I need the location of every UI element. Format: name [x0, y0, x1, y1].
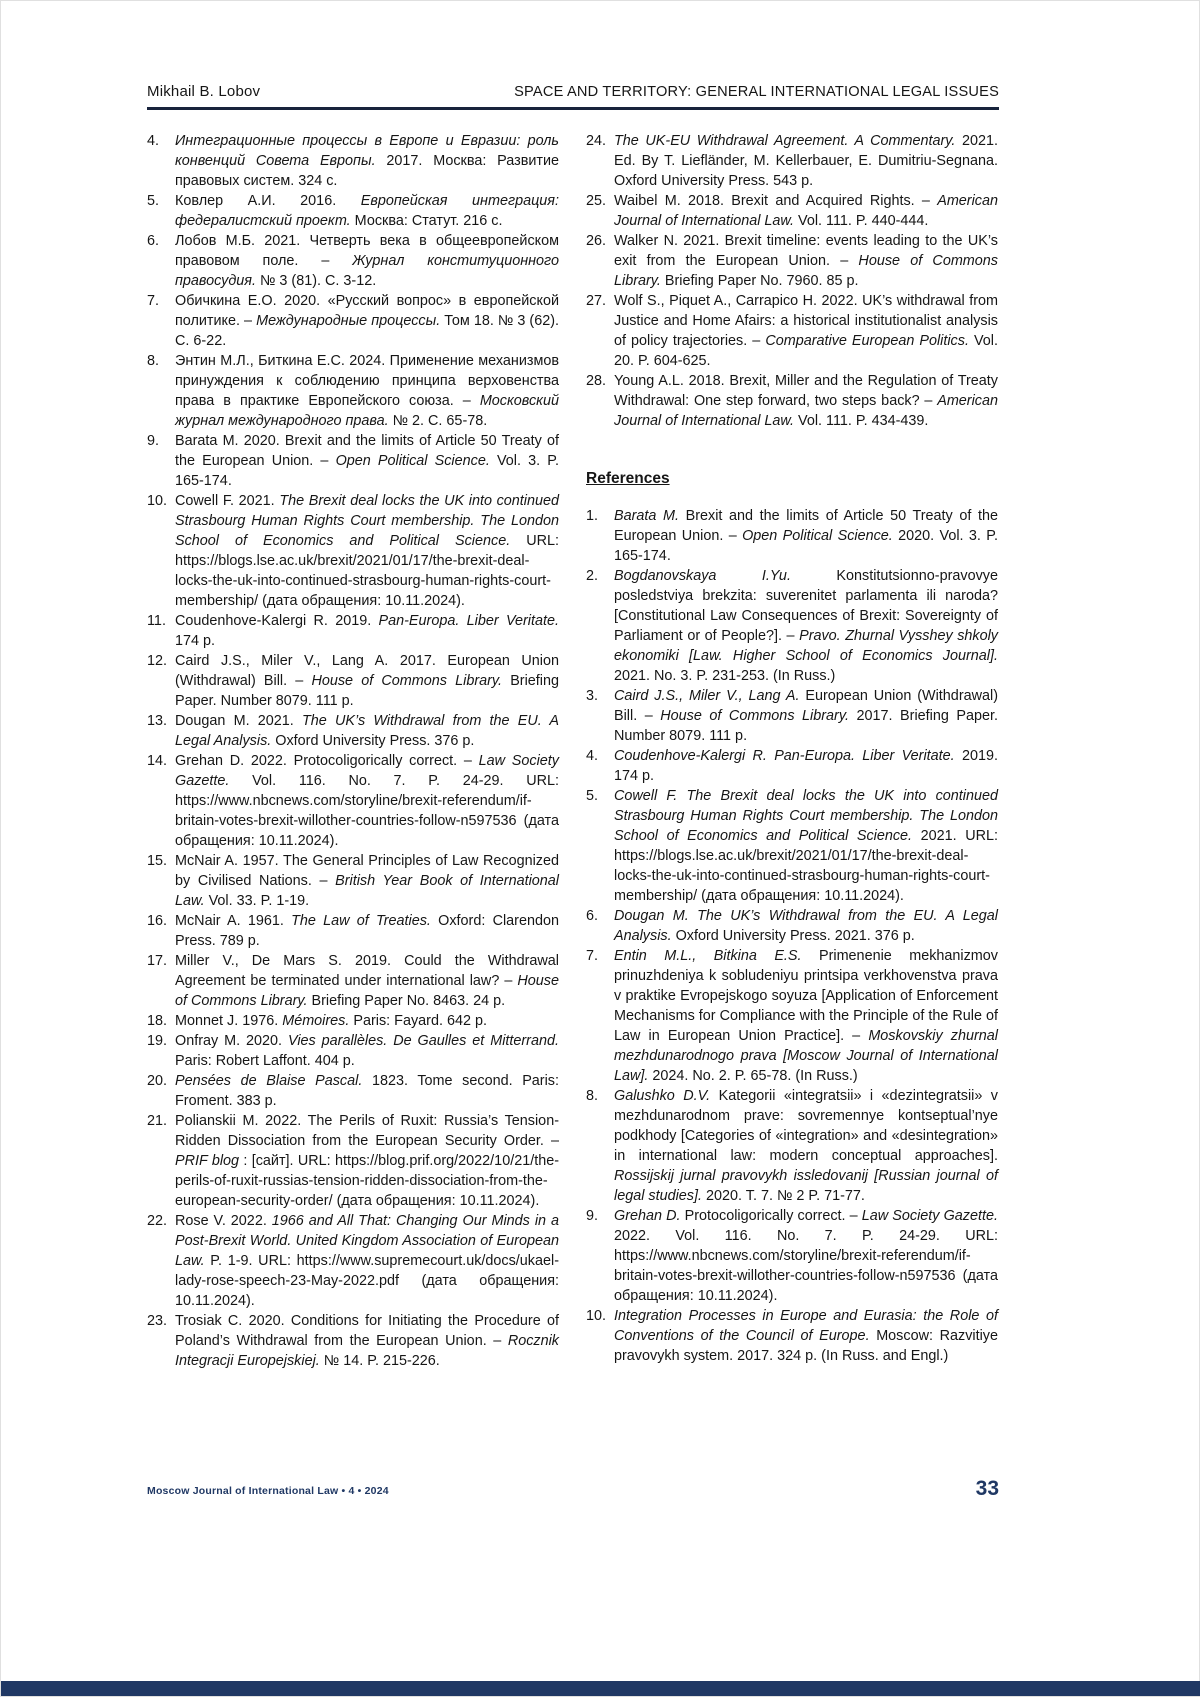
- reference-number: 14.: [147, 753, 168, 769]
- article-page: [147, 1, 999, 1500]
- reference-number: 4.: [147, 133, 160, 149]
- reference-entry: [586, 1306, 998, 1366]
- reference-entry: [147, 1111, 559, 1211]
- page-header: [147, 1, 999, 100]
- reference-text: Integration Processes in Europe and Eurasia: the Role of Conventions of the Council of Europe. Moscow: Razvitiye pravovykh system. 2017. 324 p. (In Russ. and Engl.): [614, 1308, 998, 1364]
- reference-entry: [586, 506, 998, 566]
- reference-text: Coudenhove-Kalergi R. 2019. Pan-Europa. Liber Veritate. 174 p.: [175, 613, 559, 649]
- reference-entry: [147, 291, 559, 351]
- reference-number: 17.: [147, 953, 168, 969]
- reference-number: 5.: [586, 788, 599, 804]
- reference-text: Dougan M. 2021. The UK’s Withdrawal from the EU. A Legal Analysis. Oxford University Press. 376 p.: [175, 713, 560, 749]
- reference-entry: [147, 351, 559, 431]
- reference-text: Grehan D. Protocoligorically correct. – Law Society Gazette. 2022. Vol. 116. No. 7. P. 24-29. URL: https://www.nbcnews.com/storyline/brexit-referendum/if-britain-votes-brexit-willother-countries-follow-n597536 (дата обращения: 10.11.2024).: [614, 1208, 998, 1304]
- reference-entry: [147, 951, 559, 1011]
- bibliography-columns: [147, 131, 999, 1371]
- reference-number: 24.: [586, 133, 607, 149]
- reference-text: Miller V., De Mars S. 2019. Could the Withdrawal Agreement be terminated under international law? – House of Commons Library. Briefing Paper No. 8463. 24 p.: [175, 953, 559, 1009]
- reference-entry: [586, 686, 998, 746]
- reference-entry: [586, 231, 998, 291]
- reference-text: McNair A. 1961. The Law of Treaties. Oxford: Clarendon Press. 789 p.: [175, 913, 559, 949]
- reference-entry: [586, 371, 998, 431]
- reference-number: 13.: [147, 713, 168, 729]
- reference-number: 12.: [147, 653, 168, 669]
- reference-text: Onfray M. 2020. Vies parallèles. De Gaulles et Mitterrand. Paris: Robert Laffont. 404 p.: [175, 1033, 559, 1069]
- reference-text: Интеграционные процессы в Европе и Евразии: роль конвенций Совета Европы. 2017. Москва: Развитие правовых систем. 324 с.: [175, 133, 560, 189]
- reference-text: Grehan D. 2022. Protocoligorically correct. – Law Society Gazette. Vol. 116. No. 7. P. 24-29. URL: https://www.nbcnews.com/storyline/brexit-referendum/if-britain-votes-brexit-willother-countries-follow-n597536 (дата обращения: 10.11.2024).: [175, 753, 559, 849]
- reference-entry: [147, 651, 559, 711]
- reference-number: 7.: [147, 293, 160, 309]
- reference-entry: [586, 906, 998, 946]
- references-heading: References: [586, 470, 670, 487]
- page-number: 33: [975, 1477, 999, 1500]
- reference-number: 2.: [586, 568, 599, 584]
- reference-number: 18.: [147, 1013, 168, 1029]
- reference-number: 26.: [586, 233, 607, 249]
- reference-text: The UK-EU Withdrawal Agreement. A Commentary. 2021. Ed. By T. Liefländer, M. Kellerbauer, E. Dumitriu-Segnana. Oxford University Press. 543 p.: [614, 133, 998, 189]
- reference-entry: [147, 1211, 559, 1311]
- reference-entry: [147, 191, 559, 231]
- reference-entry: [147, 711, 559, 751]
- reference-entry: [586, 566, 998, 686]
- reference-entry: [147, 1031, 559, 1071]
- reference-text: Лобов М.Б. 2021. Четверть века в общеевропейском правовом поле. – Журнал конституционного правосудия. № 3 (81). С. 3-12.: [175, 233, 559, 289]
- reference-entry: [586, 746, 998, 786]
- reference-text: Энтин М.Л., Биткина Е.С. 2024. Применение механизмов принуждения к соблюдению принципа верховенства права в практике Европейского союза. – Московский журнал международного права. № 2. С. 65-78.: [175, 353, 559, 429]
- reference-entry: [586, 1206, 998, 1306]
- reference-text: Caird J.S., Miler V., Lang A. European Union (Withdrawal) Bill. – House of Commons Library. 2017. Briefing Paper. Number 8079. 111 p.: [614, 688, 998, 744]
- reference-text: Wolf S., Piquet A., Carrapico H. 2022. UK’s withdrawal from Justice and Home Afairs: a historical institutionalist analysis of policy trajectories. – Comparative European Politics. Vol. 20. P. 604-625.: [614, 293, 998, 369]
- reference-number: 10.: [586, 1308, 607, 1324]
- reference-entry: [586, 1086, 998, 1206]
- header-rule: [147, 107, 999, 110]
- reference-entry: [147, 851, 559, 911]
- journal-footer-line: Moscow Journal of International Law • 4 • 2024: [147, 1485, 389, 1497]
- reference-number: 15.: [147, 853, 168, 869]
- reference-entry: [586, 291, 998, 371]
- reference-number: 8.: [147, 353, 160, 369]
- reference-number: 6.: [147, 233, 160, 249]
- reference-entry: [147, 431, 559, 491]
- reference-text: Young A.L. 2018. Brexit, Miller and the Regulation of Treaty Withdrawal: One step forward, two steps back? – American Journal of International Law. Vol. 111. P. 434-439.: [614, 373, 998, 429]
- reference-number: 19.: [147, 1033, 168, 1049]
- reference-text: Barata M. Brexit and the limits of Article 50 Treaty of the European Union. – Open Political Science. 2020. Vol. 3. P. 165-174.: [614, 508, 999, 564]
- reference-entry: [586, 946, 998, 1086]
- reference-text: Trosiak C. 2020. Conditions for Initiating the Procedure of Poland’s Withdrawal from the European Union. – Rocznik Integracji Europejskiej. № 14. P. 215-226.: [175, 1313, 559, 1369]
- reference-number: 16.: [147, 913, 168, 929]
- reference-text: Entin M.L., Bitkina E.S. Primenenie mekhanizmov prinuzhdeniya k sobludeniyu printsipa verkhovenstva prava v praktike Evropejskogo soyuza [Application of Enforcement Mechanisms for Compliance with the Principle of the Rule of Law in European Union Practice]. – Moskovskiy zhurnal mezhdunarodnogo prava [Moscow Journal of International Law]. 2024. No. 2. P. 65-78. (In Russ.): [614, 948, 998, 1084]
- reference-number: 25.: [586, 193, 607, 209]
- reference-entry: [147, 611, 559, 651]
- reference-number: 7.: [586, 948, 599, 964]
- reference-text: Cowell F. The Brexit deal locks the UK into continued Strasbourg Human Rights Court membership. The London School of Economics and Political Science. 2021. URL: https://blogs.lse.ac.uk/brexit/2021/01/17/the-brexit-deal-locks-the-uk-into-continued-strasbourg-human-rights-court-membership/ (дата обращения: 10.11.2024).: [614, 788, 998, 904]
- reference-text: Bogdanovskaya I.Yu. Konstitutsionno-pravovye posledstviya brekzita: suverenitet parlamenta ili naroda? [Constitutional Law Consequences of Brexit: Sovereignty of Parliament or of People?]. – Pravo. Zhurnal Vysshey shkoly ekonomiki [Law. Higher School of Economics Journal]. 2021. No. 3. P. 231-253. (In Russ.): [614, 568, 999, 684]
- reference-number: 28.: [586, 373, 607, 389]
- reference-number: 10.: [147, 493, 168, 509]
- reference-number: 22.: [147, 1213, 168, 1229]
- bibliography-left-column: [147, 131, 559, 1371]
- reference-text: Rose V. 2022. 1966 and All That: Changing Our Minds in a Post-Brexit World. United Kingdom Association of European Law. P. 1-9. URL: https://www.supremecourt.uk/docs/ukael-lady-rose-speech-23-May-2022.pdf (дата обращения: 10.11.2024).: [175, 1213, 559, 1309]
- reference-entry: [147, 1311, 559, 1371]
- footer-bar: [1, 1681, 1200, 1696]
- reference-entry: [586, 131, 998, 191]
- reference-text: Walker N. 2021. Brexit timeline: events leading to the UK’s exit from the European Union. – House of Commons Library. Briefing Paper No. 7960. 85 p.: [614, 233, 999, 289]
- reference-text: Caird J.S., Miler V., Lang A. 2017. European Union (Withdrawal) Bill. – House of Commons Library. Briefing Paper. Number 8079. 111 p.: [175, 653, 560, 709]
- reference-number: 4.: [586, 748, 599, 764]
- reference-text: Monnet J. 1976. Mémoires. Paris: Fayard. 642 p.: [175, 1013, 487, 1029]
- reference-entry: [586, 191, 998, 231]
- reference-text: Polianskii M. 2022. The Perils of Ruxit: Russia’s Tension-Ridden Dissociation from the European Security Order. – PRIF blog : [сайт]. URL: https://blog.prif.org/2022/10/21/the-perils-of-ruxit-russias-tension-ridden-dissociation-from-the-european-security-order/ (дата обращения: 10.11.2024).: [175, 1113, 559, 1209]
- reference-number: 9.: [586, 1208, 599, 1224]
- bibliography-right-top: [586, 131, 998, 431]
- reference-entry: [147, 1011, 559, 1031]
- reference-text: Cowell F. 2021. The Brexit deal locks the UK into continued Strasbourg Human Rights Court membership. The London School of Economics and Political Science. URL: https://blogs.lse.ac.uk/brexit/2021/01/17/the-brexit-deal-locks-the-uk-into-continued-strasbourg-human-rights-court-membership/ (дата обращения: 10.11.2024).: [175, 493, 560, 609]
- reference-number: 8.: [586, 1088, 599, 1104]
- reference-number: 20.: [147, 1073, 168, 1089]
- reference-text: Galushko D.V. Kategorii «integratsii» i «dezintegratsii» v mezhdunarodnom prave: sovremennye kontseptual’nye podkhody [Categories of «integration» and «desintegration» in international law: modern conceptual approaches]. Rossijskij jurnal pravovykh issledovanij [Russian journal of legal studies]. 2020. T. 7. № 2 P. 71-77.: [614, 1088, 998, 1204]
- reference-number: 3.: [586, 688, 599, 704]
- reference-number: 5.: [147, 193, 160, 209]
- reference-text: Waibel M. 2018. Brexit and Acquired Rights. – American Journal of International Law. Vol. 111. P. 440-444.: [614, 193, 998, 229]
- reference-number: 21.: [147, 1113, 168, 1129]
- reference-text: McNair A. 1957. The General Principles of Law Recognized by Civilised Nations. – British Year Book of International Law. Vol. 33. P. 1-19.: [175, 853, 559, 909]
- reference-number: 27.: [586, 293, 607, 309]
- reference-entry: [147, 231, 559, 291]
- reference-entry: [147, 131, 559, 191]
- reference-number: 9.: [147, 433, 160, 449]
- reference-number: 6.: [586, 908, 599, 924]
- references-list: [586, 506, 998, 1366]
- reference-text: Pensées de Blaise Pascal. 1823. Tome second. Paris: Froment. 383 p.: [175, 1073, 559, 1109]
- reference-text: Ковлер А.И. 2016. Европейская интеграция: федералистский проект. Москва: Статут. 216 с.: [175, 193, 559, 229]
- reference-text: Barata M. 2020. Brexit and the limits of Article 50 Treaty of the European Union. – Open Political Science. Vol. 3. P. 165-174.: [175, 433, 559, 489]
- reference-number: 11.: [147, 613, 166, 629]
- reference-entry: [586, 786, 998, 906]
- reference-text: Dougan M. The UK’s Withdrawal from the EU. A Legal Analysis. Oxford University Press. 2021. 376 p.: [614, 908, 998, 944]
- reference-text: Coudenhove-Kalergi R. Pan-Europa. Liber Veritate. 2019. 174 p.: [614, 748, 998, 784]
- reference-number: 1.: [586, 508, 599, 524]
- reference-entry: [147, 751, 559, 851]
- running-title: SPACE AND TERRITORY: GENERAL INTERNATIONAL LEGAL ISSUES: [514, 84, 999, 100]
- reference-entry: [147, 911, 559, 951]
- page-footer: [147, 1477, 999, 1501]
- reference-entry: [147, 491, 559, 611]
- bibliography-right-column: [586, 131, 998, 1371]
- reference-number: 23.: [147, 1313, 168, 1329]
- reference-text: Обичкина Е.О. 2020. «Русский вопрос» в европейской политике. – Международные процессы. Том 18. № 3 (62). С. 6-22.: [175, 293, 559, 349]
- reference-entry: [147, 1071, 559, 1111]
- running-author: Mikhail B. Lobov: [147, 83, 261, 100]
